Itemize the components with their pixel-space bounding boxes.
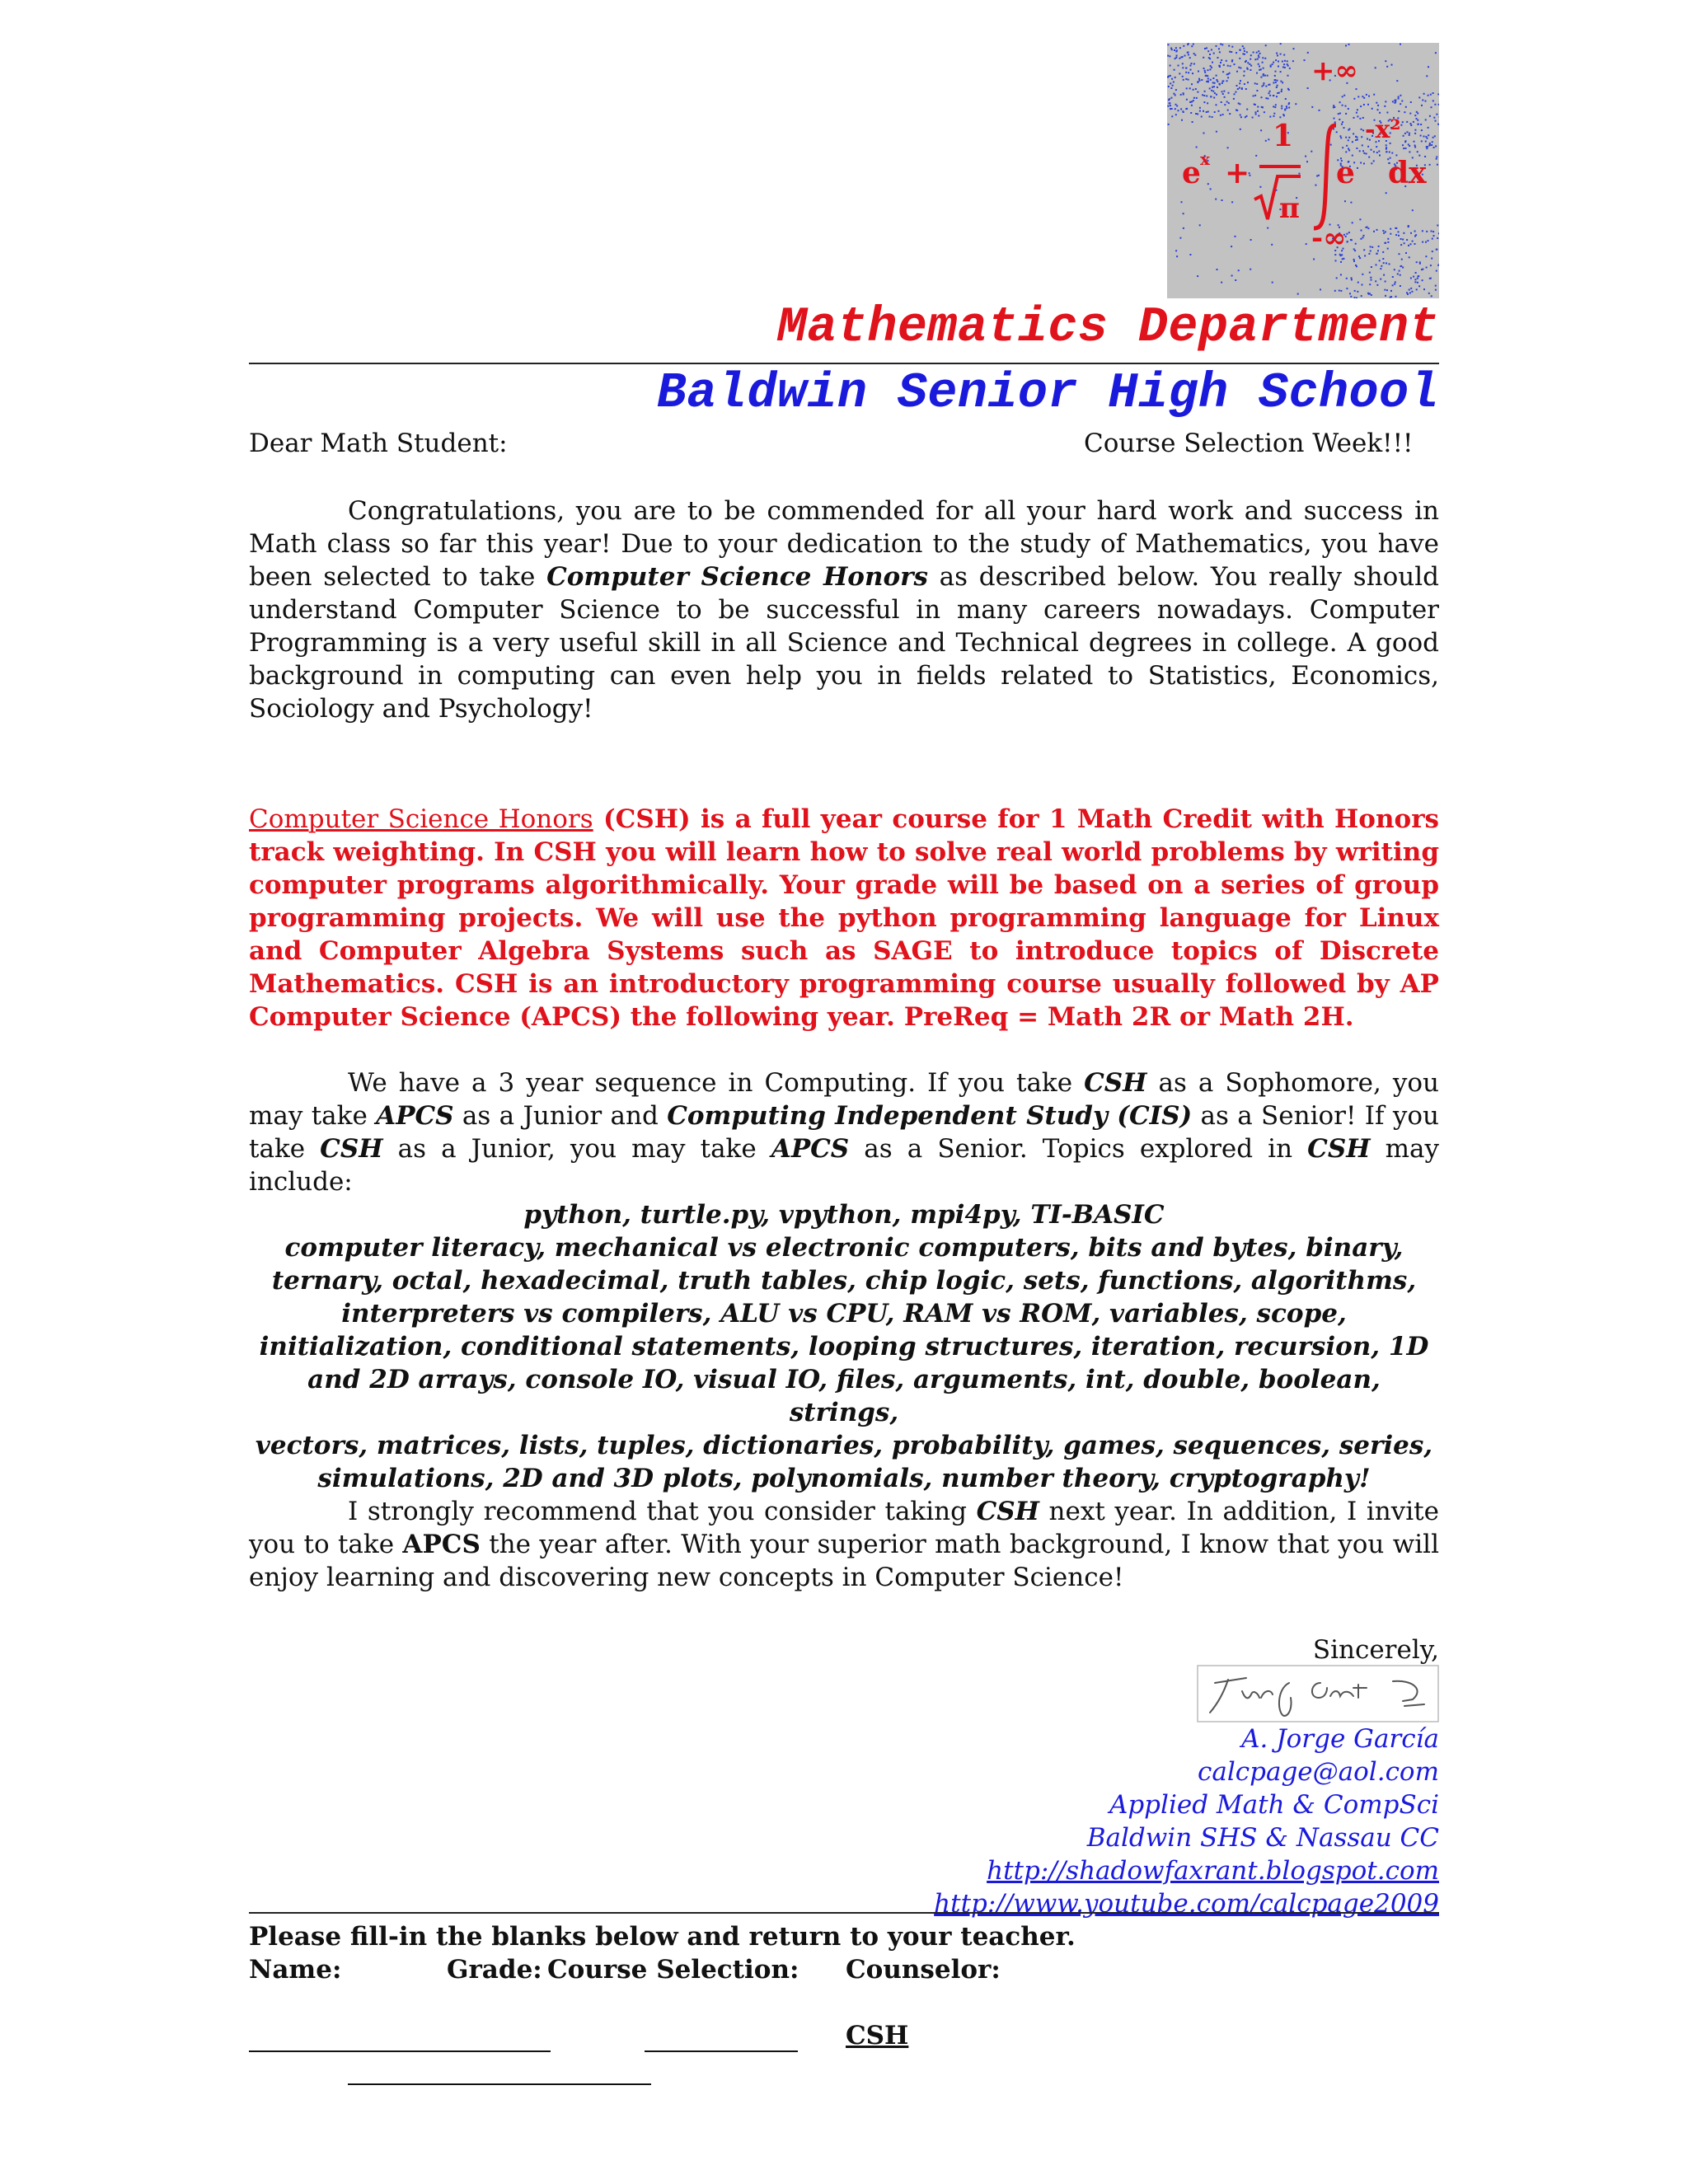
- upper-limit: +∞: [1311, 54, 1358, 87]
- topic-line: ternary, octal, hexadecimal, truth tables, chip logic, sets, functions, algorithms,: [271, 1266, 1417, 1296]
- course-selection-value: CSH: [846, 2021, 909, 2050]
- topic-line: initialization, conditional statements, looping structures, iteration, recursion, 1D: [259, 1332, 1429, 1361]
- department-title: Mathematics Department: [776, 300, 1439, 356]
- course-description-text: (CSH) is a full year course for 1 Math Credit with Honors track weighting. In CSH you will learn how to solve real world problems by writing computer programs algorithmically. Your grade will be based on a series of group programming projects. We will use the python programming language for Linux and Computer Algebra Systems such as SAGE to introduce topics of Discrete Mathematics. CSH is an introductory programming course usually followed by AP Computer Science (APCS) the following year. PreReq = Math 2R or Math 2H.: [249, 804, 1439, 1032]
- fraction-numerator: 1: [1273, 119, 1294, 153]
- counselor-blank[interactable]: [348, 2083, 651, 2085]
- counselor-label: Counselor:: [846, 1955, 1001, 1985]
- return-form: [249, 1920, 1439, 2052]
- form-labels-row: [249, 1953, 1439, 1986]
- event-title: Course Selection Week!!!: [1084, 429, 1414, 458]
- topic-line: vectors, matrices, lists, tuples, dictionaries, probability, games, sequences, series,: [255, 1431, 1433, 1460]
- closing: Sincerely,: [1312, 1635, 1439, 1665]
- intro-paragraph: [249, 494, 1439, 725]
- name-blank[interactable]: [249, 2050, 551, 2052]
- name-label: Name:: [249, 1955, 342, 1985]
- grade-label: Grade:: [447, 1955, 542, 1985]
- author-affiliation: Baldwin SHS & Nassau CC: [1086, 1823, 1439, 1853]
- topic-line: and 2D arrays, console IO, visual IO, files, arguments, int, double, boolean, strings,: [307, 1365, 1381, 1427]
- author-email[interactable]: calcpage@aol.com: [1198, 1757, 1439, 1787]
- course-name: Computer Science Honors: [546, 562, 928, 592]
- topic-line: interpreters vs compilers, ALU vs CPU, RAM vs ROM, variables, scope,: [341, 1299, 1347, 1329]
- plus-sign: +: [1225, 156, 1250, 190]
- header-divider: [249, 363, 1439, 364]
- dx: dx: [1388, 156, 1427, 190]
- author-name: A. Jorge García: [1241, 1724, 1439, 1754]
- course-selection-label: Course Selection:: [547, 1955, 799, 1985]
- lower-limit: -∞: [1311, 222, 1347, 255]
- handwritten-signature: [1197, 1665, 1439, 1722]
- intro-text-1: Congratulations, you are to be commended for all your hard work and success in Math class so far this year! Due to your dedication to the study of Mathematics, you have been selected to take: [249, 496, 1439, 592]
- course-link[interactable]: Computer Science Honors: [249, 804, 593, 834]
- recommendation-paragraph: I strongly recommend that you consider taking CSH next year. In addition, I invite you to take APCS the year after. With your superior math background, I know that you will enjoy learning and discovering new concepts in Computer Science!: [249, 1497, 1439, 1592]
- salutation: Dear Math Student:: [249, 429, 508, 458]
- blog-link[interactable]: http://shadowfaxrant.blogspot.com: [987, 1856, 1439, 1886]
- contact-block: [934, 1722, 1439, 1920]
- youtube-link[interactable]: http://www.youtube.com/calcpage2009: [934, 1889, 1439, 1919]
- sequence-paragraph: We have a 3 year sequence in Computing. If you take CSH as a Sophomore, you may take APCS as a Junior and Computing Independent Study (CIS) as a Senior! If you take CSH as a Junior, you may take APCS as a Senior. Topics explored in CSH may include:: [249, 1068, 1439, 1197]
- author-title: Applied Math & CompSci: [1109, 1790, 1439, 1820]
- grade-blank[interactable]: [645, 2050, 798, 2052]
- integrand: e: [1336, 156, 1355, 190]
- greeting-line: [249, 429, 1439, 458]
- course-description: [249, 803, 1439, 1033]
- topic-line: computer literacy, mechanical vs electronic computers, bits and bytes, binary,: [284, 1233, 1404, 1263]
- intro-text-2: as described below. You really should understand Computer Science to be successful in many careers nowadays. Computer Programming is a very useful skill in all Science and Technical degrees in college. A good background in computing can even help you in fields related to Statistics, Economics, Sociology and Psychology!: [249, 562, 1439, 724]
- exp-term: e: [1182, 156, 1201, 190]
- school-title: Baldwin Senior High School: [656, 366, 1439, 422]
- math-formula-logo: [1167, 43, 1439, 298]
- integrand-power: -x²: [1365, 115, 1401, 144]
- form-blanks-row: [249, 1986, 1439, 2052]
- exp-power: x: [1200, 149, 1210, 169]
- topic-line: simulations, 2D and 3D plots, polynomials, number theory, cryptography!: [317, 1464, 1371, 1493]
- fraction-denominator: π: [1279, 192, 1300, 225]
- topics-list: [249, 1198, 1439, 1495]
- form-instruction: Please fill-in the blanks below and return to your teacher.: [249, 1922, 1076, 1952]
- topic-line: python, turtle.py, vpython, mpi4py, TI-BASIC: [523, 1200, 1165, 1230]
- form-divider: [249, 1912, 1439, 1914]
